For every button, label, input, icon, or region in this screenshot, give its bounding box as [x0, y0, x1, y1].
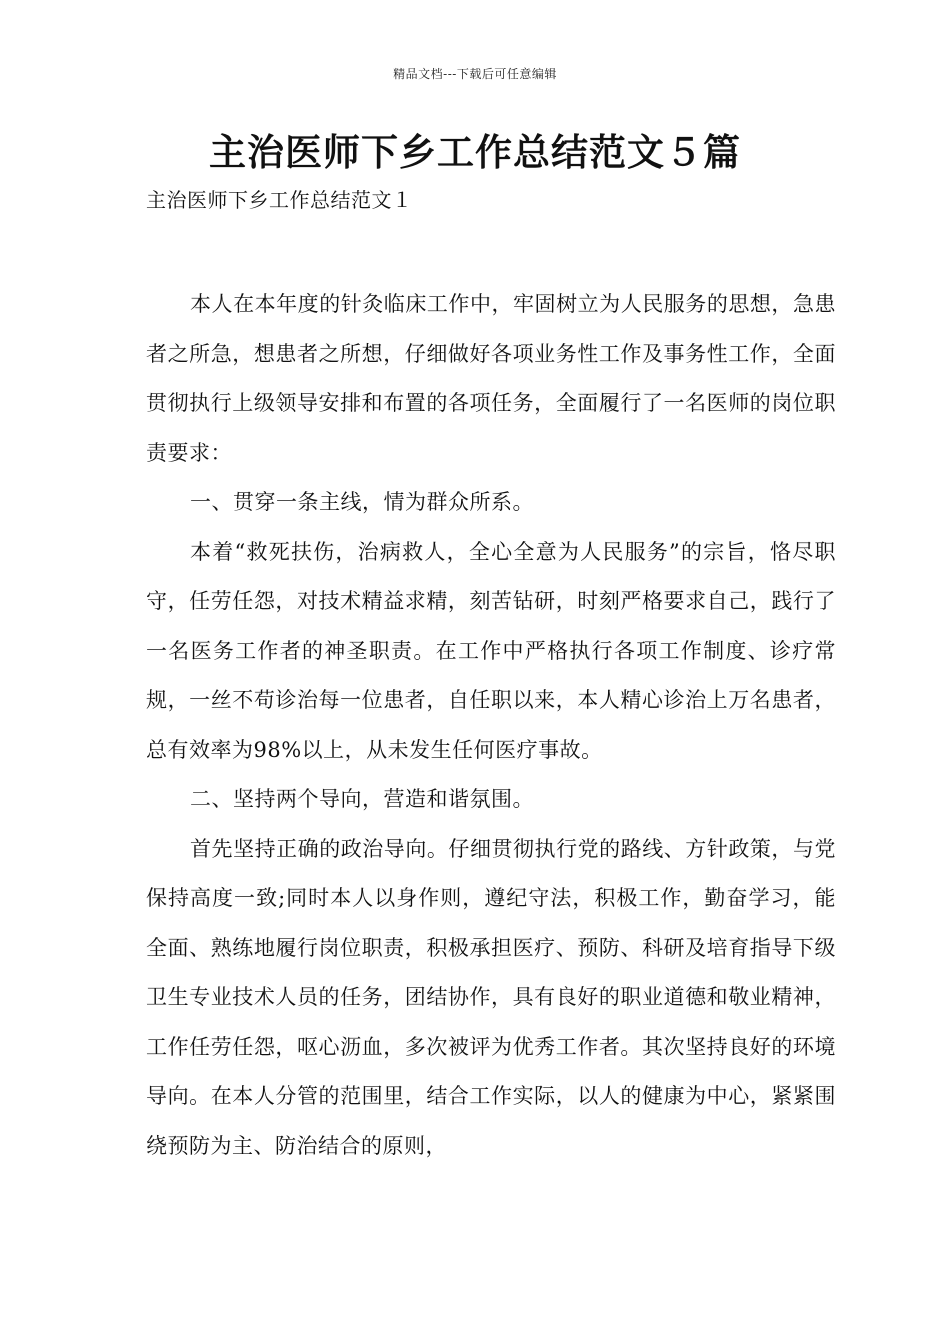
document-title: 主治医师下乡工作总结范文５篇 — [209, 131, 741, 174]
section-heading: 主治医师下乡工作总结范文１ — [146, 188, 413, 212]
header-note: 精品文档---下载后可任意编辑 — [393, 67, 557, 81]
paragraph-point-two-heading: 二、坚持两个导向，营造和谐氛围。 — [190, 787, 534, 811]
paragraph-intro: 本人在本年度的针灸临床工作中，牢固树立为人民服务的思想，急患者之所急，想患者之所想，仔细做好各项业务性工作及事务性工作，全面贯彻执行上级领导安排和布置的各项任务，全面履行了一名医师的岗位职责要求： — [146, 292, 836, 465]
document-body — [146, 280, 836, 1171]
paragraph-point-one-body: 本着“救死扶伤，治病救人，全心全意为人民服务”的宗旨，恪尽职守，任劳任怨，对技术精益求精，刻苦钻研，时刻严格要求自己，践行了一名医务工作者的神圣职责。在工作中严格执行各项工作制度、诊疗常规，一丝不苟诊治每一位患者，自任职以来，本人精心诊治上万名患者，总有效率为98%以上，从未发生任何医疗事故。 — [146, 539, 836, 762]
paragraph-point-one-heading: 一、贯穿一条主线，情为群众所系。 — [190, 490, 534, 514]
paragraph-point-two-body: 首先坚持正确的政治导向。仔细贯彻执行党的路线、方针政策，与党保持高度一致;同时本人以身作则，遵纪守法，积极工作，勤奋学习，能全面、熟练地履行岗位职责，积极承担医疗、预防、科研及培育指导下级卫生专业技术人员的任务，团结协作，具有良好的职业道德和敬业精神，工作任劳任怨，呕心沥血，多次被评为优秀工作者。其次坚持良好的环境导向。在本人分管的范围里，结合工作实际，以人的健康为中心，紧紧围绕预防为主、防治结合的原则， — [146, 836, 836, 1158]
